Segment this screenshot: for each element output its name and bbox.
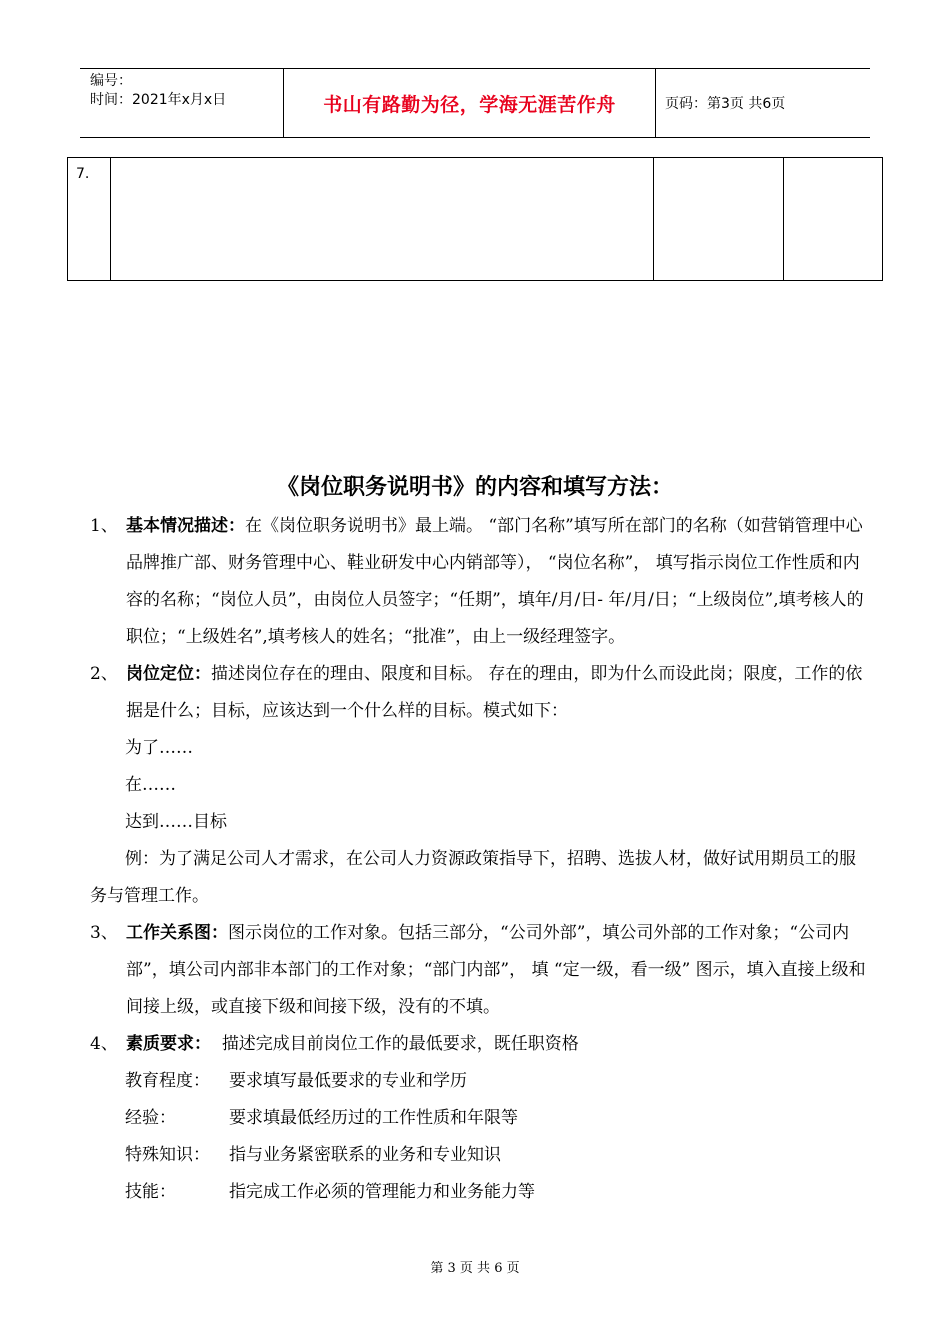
table-divider	[783, 158, 784, 280]
pattern-line: 在……	[125, 775, 176, 795]
header-page-cell	[655, 69, 870, 137]
page-header	[80, 68, 870, 138]
section-1	[90, 508, 870, 656]
page-title: 《岗位职务说明书》的内容和填写方法：	[276, 475, 673, 500]
section-4	[90, 1026, 870, 1063]
document-body	[90, 508, 870, 1211]
section-3	[90, 915, 870, 1026]
requirement-value: 指完成工作必须的管理能力和业务能力等	[229, 1182, 535, 1202]
table-row	[67, 157, 883, 281]
section-text: 图示岗位的工作对象。包括三部分，“公司外部”，填公司外部的工作对象；“公司内部”，填公司内部非本部门的工作对象；“部门内部”， 填 “定一级，看一级” 图示，填入直接上级和间接上级，或直接下级和间接下级，没有的不填。	[126, 923, 866, 1017]
section-text: 描述完成目前岗位工作的最低要求，既任职资格	[221, 1034, 579, 1054]
table-divider	[110, 158, 111, 280]
example-paragraph: 例：为了满足公司人才需求，在公司人力资源政策指导下，招聘、选拔人材，做好试用期员工的服务与管理工作。	[90, 849, 856, 906]
requirement-key: 教育程度：	[125, 1071, 210, 1091]
page-footer: 第 3 页 共 6 页	[430, 1261, 520, 1276]
table-divider	[653, 158, 654, 280]
requirement-row	[90, 1100, 870, 1137]
section-label: 基本情况描述：	[126, 516, 245, 536]
section-number: 3、	[90, 923, 118, 943]
motto-text: 书山有路勤为径，学海无涯苦作舟	[323, 93, 616, 116]
page-label: 页码：第3页 共6页	[665, 96, 786, 112]
requirement-key: 技能：	[125, 1182, 176, 1202]
requirement-value: 指与业务紧密联系的业务和专业知识	[229, 1145, 501, 1165]
requirement-key: 经验：	[125, 1108, 176, 1128]
section-label: 素质要求：	[126, 1034, 211, 1054]
requirement-row	[90, 1063, 870, 1100]
section-text: 在《岗位职务说明书》最上端。 “部门名称”填写所在部门的名称（如营销管理中心品牌推广部、财务管理中心、鞋业研发中心内销部等）， “岗位名称”， 填写指示岗位工作性质和内容的名称；“岗位人员”，由岗位人员签字；“任期”，填年/月/日- 年/月/日；“上级岗位”,填考核人的职位；“上级姓名”,填考核人的姓名；“批准”，由上一级经理签字。	[126, 516, 864, 647]
code-label: 编号：	[90, 73, 132, 89]
pattern-line: 为了……	[125, 738, 193, 758]
requirement-row	[90, 1174, 870, 1211]
section-number: 4、	[90, 1034, 118, 1054]
pattern-line: 达到……目标	[125, 812, 227, 832]
section-label: 工作关系图：	[126, 923, 228, 943]
requirement-value: 要求填写最低要求的专业和学历	[229, 1071, 467, 1091]
section-number: 2、	[90, 664, 118, 684]
section-number: 1、	[90, 516, 118, 536]
header-info-cell	[80, 69, 283, 137]
section-2	[90, 656, 870, 730]
section-text: 描述岗位存在的理由、限度和目标。 存在的理由，即为什么而设此岗；限度，工作的依据是什么；目标，应该达到一个什么样的目标。模式如下：	[126, 664, 863, 721]
requirement-row	[90, 1137, 870, 1174]
requirement-value: 要求填最低经历过的工作性质和年限等	[229, 1108, 518, 1128]
row-number: 7.	[76, 166, 90, 182]
date-label: 时间：2021年x月x日	[90, 92, 227, 108]
requirement-key: 特殊知识：	[125, 1145, 210, 1165]
section-label: 岗位定位：	[126, 664, 211, 684]
header-motto-cell	[283, 69, 656, 137]
